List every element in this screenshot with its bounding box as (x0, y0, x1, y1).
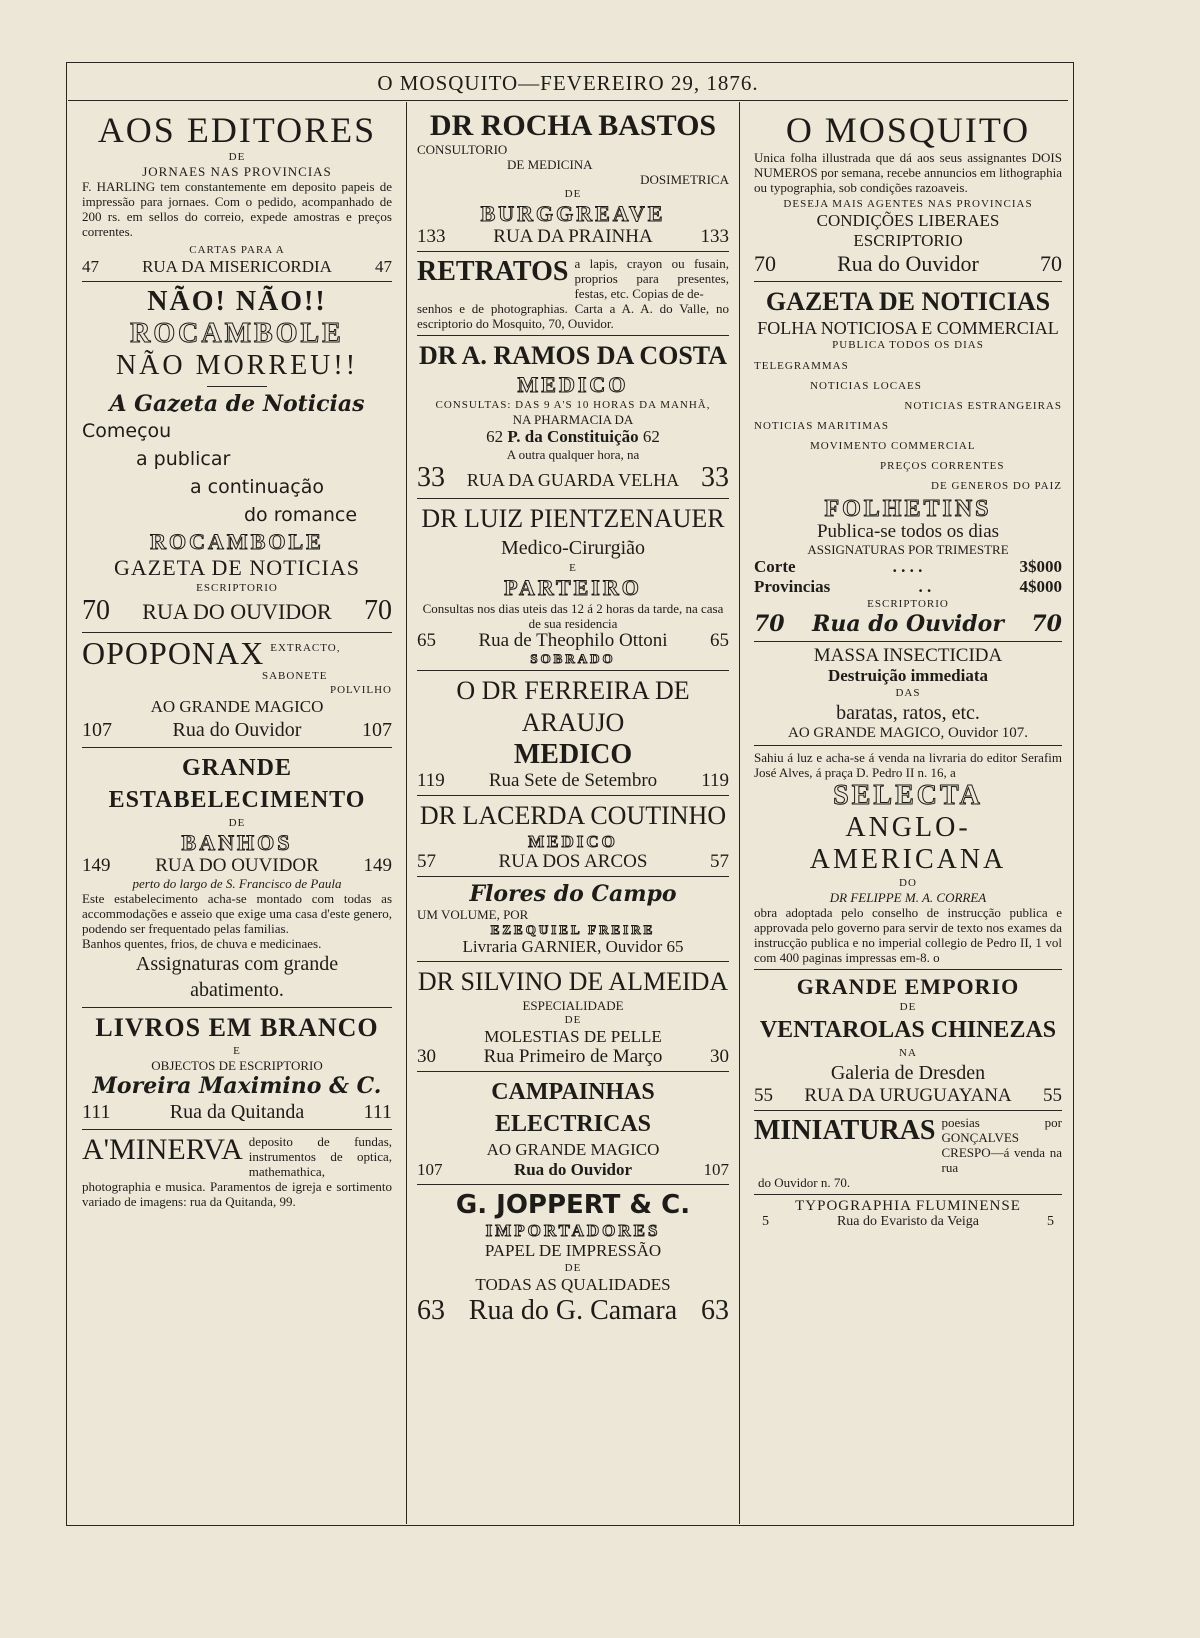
street-number: 5 (1046, 1214, 1054, 1229)
ad-text: deposito de fundas, instrumentos de optica, mathemathica, (248, 1134, 392, 1179)
ad-grande-emporio (754, 974, 1062, 1106)
ad-subtitle: Galeria de Dresden (830, 1062, 986, 1084)
street-number: 70 (754, 251, 776, 276)
ad-text: DE (899, 1001, 917, 1013)
address-row (417, 227, 729, 247)
street-number: 47 (82, 257, 99, 276)
ad-text: DE (564, 1014, 582, 1026)
divider (82, 1129, 392, 1130)
ad-luz-pientzenauer (417, 503, 729, 666)
list-item: PREÇOS CORRENTES (880, 460, 1005, 472)
ad-text: PUBLICA TODOS OS DIAS (832, 339, 984, 351)
ad-livros (82, 1012, 392, 1125)
address-row (754, 1214, 1062, 1229)
ad-title: G. JOPPERT & C. (455, 1190, 691, 1220)
ad-flores-campo (417, 881, 729, 957)
ad-minerva (82, 1134, 392, 1209)
list-item: NOTICIAS MARITIMAS (754, 420, 890, 432)
ad-title: O MOSQUITO (785, 110, 1031, 150)
address-row (417, 852, 729, 872)
street-number: 65 (709, 630, 729, 651)
divider (754, 281, 1062, 282)
ad-gazeta-noticias (754, 286, 1062, 496)
street-number: 107 (703, 1160, 729, 1179)
ad-text: abatimento. (190, 979, 284, 1001)
ad-text: do romance (244, 504, 358, 526)
street-name: RUA DO OUVIDOR (155, 855, 319, 876)
list-item: NOTICIAS ESTRANGEIRAS (904, 400, 1062, 412)
ad-title: MINIATURAS (754, 1115, 936, 1146)
ad-body: F. HARLING tem constantemente em deposito papeis de impressão para jornaes. Com o pedido, acompanhado de 200 rs. em sellos do correio, expede amostras e preços correntes. (82, 179, 392, 239)
ad-title: BURGGREAVE (480, 201, 666, 226)
ad-text: A outra qualquer hora, na (506, 447, 640, 462)
ad-text: EXTRACTO, (270, 642, 341, 654)
divider (417, 670, 729, 671)
ad-title: A'MINERVA (82, 1133, 243, 1166)
ad-miniaturas (754, 1115, 1062, 1190)
ad-text: a continuação (190, 476, 324, 498)
ad-title: GRANDE EMPORIO (796, 974, 1020, 999)
ad-title: ROCAMBOLE (130, 318, 344, 349)
address-row (82, 717, 392, 743)
ad-subtitle: AO GRANDE MAGICO (486, 1140, 660, 1159)
ad-subtitle: GAZETA DE NOTICIAS (114, 555, 360, 580)
ad-text: TODAS AS QUALIDADES (475, 1275, 671, 1294)
ad-aos-editores (82, 110, 392, 277)
street-number: 62 (486, 427, 504, 446)
divider (754, 1110, 1062, 1111)
ad-text: POLVILHO (330, 684, 392, 696)
ad-body: Unica folha illustrada que dá aos seus assignantes DOIS NUMEROS por semana, recebe annuncios em lithographia ou typographia, sob condições razoaveis. (754, 150, 1062, 195)
ad-folhetins (754, 496, 1062, 637)
ad-text: a lapis, crayon ou fusain, proprios para presentes, festas, etc. Copias de de- (574, 256, 729, 301)
ad-title: GRANDE ESTABELECIMENTO (108, 755, 366, 813)
ad-title: OPOPONAX (82, 635, 265, 671)
street-number: 57 (417, 851, 436, 872)
street-name: RUA DA GUARDA VELHA (466, 470, 680, 490)
ad-text: Começou (82, 420, 172, 442)
ad-text: PAPEL DE IMPRESSÃO (484, 1241, 662, 1260)
ad-title: VENTAROLAS CHINEZAS (759, 1017, 1057, 1043)
ad-title: MASSA INSECTICIDA (813, 645, 1003, 666)
ad-body: Sahiu á luz e acha-se á venda na livraria do editor Serafim José Alves, á praça D. Pedro II n. 16, a (754, 750, 1062, 780)
ad-text: DE (228, 817, 246, 829)
street-name: Rua do G. Camara (468, 1295, 678, 1326)
street-name: Rua do Evaristo da Veiga (836, 1214, 980, 1229)
street-number: 65 (417, 630, 436, 651)
ad-title: DR A. RAMOS DA COSTA (419, 341, 727, 370)
ad-text: baratas, ratos, etc. (836, 702, 980, 724)
ad-text: a publicar (136, 448, 231, 470)
ad-title: DR LUIZ PIENTZENAUER (421, 504, 725, 533)
column-1 (72, 102, 402, 1524)
ad-text: DOSIMETRICA (640, 172, 729, 187)
ad-text: ESCRIPTORIO (196, 582, 278, 594)
street-name: Rua do Ouvidor (812, 611, 1004, 637)
street-number: 55 (1043, 1085, 1062, 1106)
ad-text: Assignaturas com grande (135, 953, 339, 975)
ad-text: CONSULTAS: DAS 9 A'S 10 HORAS DA MANHÃ, (435, 399, 711, 411)
ad-text: DESEJA MAIS AGENTES NAS PROVINCIAS (783, 198, 1033, 210)
price-row (754, 577, 1062, 597)
street-number: 119 (417, 770, 445, 791)
divider (417, 1071, 729, 1072)
street-number: 70 (754, 611, 785, 637)
list-item: NOTICIAS LOCAES (810, 380, 922, 392)
street-name: RUA DO OUVIDOR (142, 599, 332, 624)
street-name: Rua do Ouvidor (172, 719, 302, 741)
street-number: 57 (709, 851, 729, 872)
street-number: 30 (710, 1046, 729, 1067)
divider (417, 795, 729, 796)
ad-text: CARTAS PARA A (189, 244, 285, 256)
ad-title: ROCAMBOLE (150, 529, 324, 554)
ad-text: UM VOLUME, POR (417, 907, 529, 922)
ad-title: MEDICO (528, 832, 618, 851)
address-row (754, 1086, 1062, 1106)
ad-subtitle: DR FELIPPE M. A. CORREA (829, 890, 987, 905)
street-number: 111 (363, 1101, 392, 1123)
ad-text: ESCRIPTORIO (867, 598, 949, 610)
ad-title: NÃO MORREU!! (115, 350, 359, 381)
list-item: MOVIMENTO COMMERCIAL (810, 440, 976, 452)
street-number: 133 (700, 226, 729, 247)
ad-lacerda-coutinho (417, 800, 729, 872)
ad-text: E (233, 1045, 241, 1057)
ad-text: Livraria GARNIER, Ouvidor 65 (462, 937, 684, 956)
ad-text: AO GRANDE MAGICO, Ouvidor 107. (788, 725, 1028, 741)
ad-text: ESPECIALIDADE (522, 998, 624, 1013)
ad-text: DO (899, 877, 917, 889)
street-number: 62 (642, 427, 660, 446)
ad-rocha-bastos (417, 110, 729, 247)
street-name: Rua do Ouvidor (837, 251, 979, 276)
ad-typographia (754, 1199, 1062, 1229)
ad-title: O DR FERREIRA DE ARAUJO (456, 676, 690, 737)
ad-text: ESCRIPTORIO (853, 231, 963, 250)
ad-text: SABONETE (262, 670, 328, 682)
street-number: 33 (417, 462, 445, 493)
divider (754, 969, 1062, 970)
ad-title: LIVROS EM BRANCO (95, 1013, 379, 1042)
column-3 (744, 102, 1072, 1524)
price-dots: . . (918, 577, 932, 596)
street-number: 63 (417, 1295, 445, 1326)
price-value: 3$000 (1019, 557, 1062, 576)
ad-title: GAZETA DE NOTICIAS (765, 287, 1051, 316)
ad-silvino-almeida (417, 966, 729, 1067)
street-number: 111 (82, 1101, 111, 1123)
ad-text: DE (564, 188, 582, 200)
ad-body: Este estabelecimento acha-se montado com todas as accommodações e asseio que exige uma casa d'este genero, podendo ser frequentado pelas familias. (82, 891, 392, 936)
street-number: 70 (363, 595, 392, 626)
ad-text: DE MEDICINA (507, 157, 593, 172)
ad-ferreira-araujo (417, 675, 729, 791)
street-name: RUA DA URUGUAYANA (804, 1085, 1012, 1106)
street-name: P. da Constituição (507, 427, 639, 446)
ad-subtitle: AO GRANDE MAGICO (150, 697, 324, 716)
divider (417, 251, 729, 252)
divider (417, 498, 729, 499)
ad-text: DE (564, 1262, 582, 1274)
street-name: RUA DA MISERICORDIA (142, 257, 332, 276)
street-number: 30 (417, 1046, 436, 1067)
divider (417, 1184, 729, 1185)
street-number: 107 (417, 1160, 443, 1179)
ad-subtitle: Medico-Cirurgião (500, 537, 646, 559)
street-name: Rua de Theophilo Ottoni (478, 630, 668, 651)
ad-text: poesias por GONÇALVES CRESPO—á venda na rua (941, 1115, 1062, 1175)
street-number: 149 (363, 855, 392, 876)
street-number: 70 (82, 595, 110, 626)
ad-title: NÃO! NÃO!! (147, 286, 327, 317)
price-value: 4$000 (1019, 577, 1062, 596)
ad-title: MEDICO (517, 372, 629, 397)
ad-text: DE (228, 151, 246, 163)
ad-title: DR SILVINO DE ALMEIDA (417, 967, 729, 996)
divider (754, 1194, 1062, 1195)
ad-subtitle: MOLESTIAS DE PELLE (484, 1027, 662, 1046)
ad-banhos (82, 752, 392, 1003)
ad-title: TYPOGRAPHIA FLUMINENSE (795, 1198, 1021, 1214)
address-row (417, 1047, 729, 1067)
ad-title: RETRATOS (417, 256, 569, 287)
address-row (417, 427, 729, 447)
address-row (417, 1160, 729, 1180)
street-number: 63 (700, 1295, 729, 1326)
ad-text: NA PHARMACIA DA (512, 412, 634, 427)
ad-text: DAS (895, 687, 921, 699)
ad-subtitle: FOLHA NOTICIOSA E COMMERCIAL (757, 318, 1059, 338)
street-number: 149 (82, 855, 111, 876)
street-name: Rua da Quitanda (169, 1101, 305, 1123)
divider (82, 281, 392, 282)
address-row (82, 1099, 392, 1125)
divider (417, 335, 729, 336)
street-number: 70 (1031, 611, 1062, 637)
address-row (417, 1295, 729, 1327)
ad-text: perto do largo de S. Francisco de Paula (132, 876, 342, 891)
street-number: 55 (754, 1085, 773, 1106)
divider (207, 386, 267, 387)
ad-selecta (754, 750, 1062, 965)
divider (754, 641, 1062, 642)
address-row (417, 462, 729, 494)
ad-text: E (569, 562, 577, 574)
ad-subtitle: JORNAES NAS PROVINCIAS (142, 164, 332, 179)
divider (417, 961, 729, 962)
street-number: 107 (82, 719, 112, 741)
ad-body: obra adoptada pelo conselho de instrucção publica e approvada pelo governo para servir de texto nos exames da instrucção publica e no imperial collegio de Pedro II, 1 vol com 400 paginas impressas em-8. o (754, 905, 1062, 965)
divider (82, 632, 392, 633)
street-number: 33 (701, 462, 729, 493)
street-name: Rua do Ouvidor (513, 1160, 633, 1179)
ad-joppert (417, 1189, 729, 1327)
address-row (754, 611, 1062, 637)
ad-title: SELECTA (833, 780, 983, 811)
ad-text: ASSIGNATURAS POR TRIMESTRE (807, 542, 1009, 557)
street-number: 107 (361, 719, 392, 741)
ad-subtitle: EZEQUIEL FREIRE (490, 922, 656, 937)
price-dots: . . . . (892, 557, 923, 576)
address-row (82, 856, 392, 876)
ad-title: DR ROCHA BASTOS (429, 109, 717, 142)
ad-title: BANHOS (181, 830, 293, 855)
ad-body: photographia e musica. Paramentos de igreja e sortimento variado de imagens: rua da Quitanda, 99. (82, 1179, 392, 1209)
ad-subtitle: Publica-se todos os dias (816, 521, 1000, 542)
street-name: RUA DOS ARCOS (498, 851, 648, 872)
ad-subtitle: A Gazeta de Noticias (109, 391, 365, 417)
ad-rocambole (82, 286, 392, 628)
ad-o-mosquito (754, 110, 1062, 277)
ad-title: DR LACERDA COUTINHO (419, 801, 727, 830)
list-item: TELEGRAMMAS (754, 360, 849, 372)
ad-text: NA (899, 1047, 917, 1059)
street-number: 47 (374, 257, 392, 276)
ad-title: ANGLO-AMERICANA (809, 812, 1007, 875)
ad-subtitle: IMPORTADORES (485, 1221, 661, 1240)
street-number: 119 (701, 770, 729, 791)
ad-opoponax (82, 637, 392, 743)
divider (82, 747, 392, 748)
divider (417, 876, 729, 877)
ad-title: CAMPAINHAS ELECTRICAS (491, 1079, 655, 1137)
divider (82, 1007, 392, 1008)
ad-text: SOBRADO (530, 651, 616, 666)
price-label: Corte (754, 557, 796, 576)
address-row (417, 771, 729, 791)
street-name: Rua Sete de Setembro (488, 770, 658, 791)
ad-title: Flores do Campo (469, 881, 677, 907)
address-row (82, 257, 392, 277)
ad-body: Banhos quentes, frios, de chuva e medicinaes. (82, 936, 322, 951)
street-number: 133 (417, 226, 446, 247)
ad-title: MEDICO (513, 739, 633, 770)
ad-subtitle: OBJECTOS DE ESCRIPTORIO (151, 1058, 323, 1073)
ad-subtitle: Moreira Maximino & C. (92, 1073, 382, 1099)
ad-ramos-costa (417, 340, 729, 494)
ad-massa-insecticida (754, 646, 1062, 741)
price-label: Provincias (754, 577, 831, 596)
ad-campainhas (417, 1076, 729, 1180)
ad-body: senhos e de photographias. Carta a A. A. do Valle, no escriptorio do Mosquito, 70, Ouvidor. (417, 301, 729, 331)
ad-title: PARTEIRO (504, 575, 642, 600)
street-number: 5 (762, 1214, 769, 1229)
ad-text: CONSULTORIO (417, 142, 508, 157)
address-row (82, 595, 392, 628)
address-row (417, 631, 729, 651)
ad-body: Consultas nos dias uteis das 12 á 2 horas da tarde, na casa de sua residencia (422, 601, 724, 631)
street-number: 70 (1039, 251, 1062, 276)
street-name: Rua Primeiro de Março (483, 1046, 663, 1067)
address-row (754, 251, 1062, 277)
price-row (754, 557, 1062, 577)
page-header: O MOSQUITO—FEVEREIRO 29, 1876. (68, 66, 1068, 101)
list-item: DE GENEROS DO PAIZ (931, 480, 1062, 492)
ad-title: AOS EDITORES (97, 110, 377, 150)
divider (754, 745, 1062, 746)
ad-subtitle: CONDIÇÕES LIBERAES (816, 211, 1000, 230)
ad-retratos (417, 256, 729, 331)
ad-title: FOLHETINS (824, 496, 992, 522)
street-name: RUA DA PRAINHA (493, 226, 653, 247)
ad-subtitle: Destruição immediata (827, 666, 989, 685)
column-2 (406, 102, 740, 1524)
ad-text: do Ouvidor n. 70. (758, 1175, 851, 1190)
